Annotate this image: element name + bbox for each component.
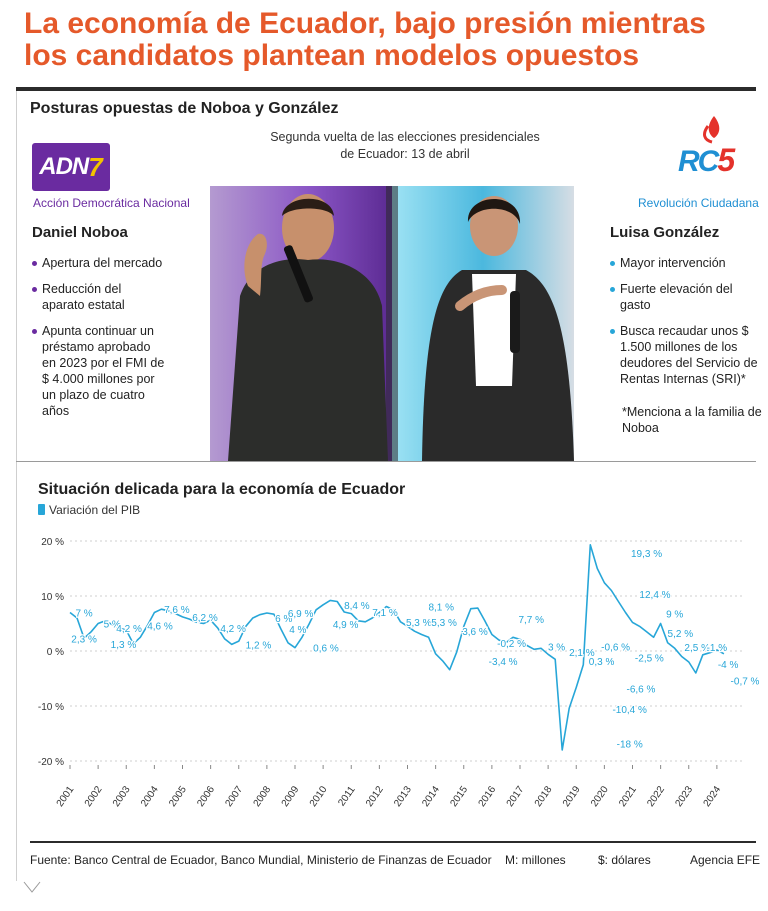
runoff-note-line1: Segunda vuelta de las elecciones presidenciales — [270, 130, 540, 144]
data-label: -10,4 % — [612, 704, 647, 716]
footnote-noboa-family: *Menciona a la familia de Noboa — [622, 405, 762, 435]
headline: La economía de Ecuador, bajo presión mientras los candidatos plantean modelos opuestos — [24, 7, 706, 72]
x-tick-label: 2010 — [307, 784, 330, 809]
adn-logo-text: ADN — [39, 153, 89, 180]
data-label: 6,9 % — [287, 609, 314, 621]
x-tick-label: 2009 — [279, 784, 302, 809]
noboa-point: Apertura del mercado — [32, 255, 166, 271]
data-label: -6,6 % — [626, 684, 656, 696]
x-tick-label: 2008 — [251, 784, 274, 809]
noboa-point: Reducción del aparato estatal — [32, 281, 166, 313]
data-label: 5,3 % — [431, 617, 457, 629]
data-label: 4,6 % — [147, 621, 173, 633]
runoff-note — [250, 129, 560, 163]
rc5-logo — [678, 112, 750, 194]
data-label: 4 % — [289, 625, 307, 636]
data-label: 8,4 % — [344, 600, 370, 612]
data-label: -18 % — [616, 739, 643, 751]
data-label: 0,3 % — [588, 656, 615, 668]
data-label: 5,3 % — [405, 617, 432, 629]
legend-label: Variación del PIB — [49, 503, 141, 517]
x-tick-label: 2011 — [336, 784, 358, 809]
x-tick-label: 2002 — [82, 784, 105, 809]
data-label: -4 % — [717, 660, 739, 672]
data-label: 2,1 % — [569, 648, 595, 660]
x-tick-label: 2001 — [54, 784, 77, 809]
x-tick-label: 2018 — [532, 784, 555, 809]
x-tick-label: 2023 — [673, 784, 696, 809]
data-label: 8,1 % — [428, 602, 455, 614]
footer-millions: M: millones — [505, 853, 566, 867]
x-tick-label: 2007 — [223, 784, 246, 809]
data-label: 2,3 % — [71, 634, 97, 646]
data-label: 3,6 % — [462, 627, 488, 639]
data-label: 1,2 % — [245, 640, 272, 652]
gonzalez-points — [610, 255, 760, 397]
data-label: 6 % — [275, 614, 293, 625]
data-label: 5,2 % — [667, 628, 694, 640]
x-tick-label: 2012 — [364, 784, 386, 809]
x-tick-label: 2022 — [645, 784, 668, 809]
x-tick-label: 2006 — [195, 784, 218, 809]
x-tick-label: 2004 — [139, 784, 161, 809]
corner-arrow-icon — [22, 880, 42, 900]
legend-swatch — [38, 504, 45, 515]
y-tick-label: 20 % — [41, 537, 64, 548]
gonzalez-point: Busca recaudar unos $ 1.500 millones de los deudores del Servicio de Rentas Internas (SRI)* — [610, 323, 760, 387]
adn-logo-accent: 7 — [88, 151, 103, 182]
data-label: 1,3 % — [110, 639, 137, 651]
footer-dollars: $: dólares — [598, 853, 651, 867]
y-tick-label: 10 % — [41, 592, 64, 603]
data-label: 4,9 % — [332, 620, 359, 632]
candidate-silhouettes-icon — [210, 186, 574, 461]
y-tick-label: -10 % — [37, 702, 64, 713]
x-tick-label: 2024 — [701, 784, 724, 809]
rc5-logo-text: RC — [678, 145, 718, 178]
data-label: 6,2 % — [192, 612, 218, 624]
chart-legend — [38, 503, 140, 517]
x-tick-label: 2016 — [476, 784, 499, 809]
gonzalez-point: Fuerte elevación del gasto — [610, 281, 760, 313]
noboa-point: Apunta continuar un préstamo aprobado en 2023 por el FMI de $ 4.000 millones por un plazo de cuatro años — [32, 323, 166, 419]
x-tick-label: 2021 — [617, 784, 639, 809]
data-label: 2,5 % — [684, 643, 710, 655]
data-label: 7,7 % — [518, 615, 545, 627]
section-divider — [16, 461, 756, 462]
gonzalez-point: Mayor intervención — [610, 255, 760, 271]
x-tick-label: 2003 — [110, 784, 133, 809]
x-tick-label: 2005 — [167, 784, 189, 809]
data-label: 19,3 % — [630, 549, 663, 561]
data-label: 12,4 % — [639, 589, 671, 601]
noboa-points — [32, 255, 166, 429]
x-tick-label: 2017 — [504, 784, 527, 809]
rc5-logo-accent: 5 — [717, 142, 736, 178]
data-label: 4,2 % — [220, 623, 246, 635]
y-tick-label: 0 % — [46, 647, 64, 658]
data-label: 4,2 % — [116, 623, 142, 635]
data-label: 7 % — [75, 608, 93, 620]
data-label: -0,7 % — [730, 676, 760, 688]
candidates-photo — [210, 186, 574, 461]
data-label: -2,5 % — [634, 653, 664, 665]
y-tick-label: -20 % — [37, 757, 64, 768]
data-label: -0,2 % — [497, 638, 527, 650]
bottom-rule — [30, 841, 756, 843]
data-label: 7,6 % — [164, 605, 190, 617]
party-name-adn: Acción Democrática Nacional — [33, 196, 190, 210]
data-label: -0,6 % — [601, 642, 631, 654]
party-name-rc: Revolución Ciudadana — [638, 196, 759, 210]
candidate-name-noboa: Daniel Noboa — [32, 224, 128, 241]
section-title-economy: Situación delicada para la economía de Ecuador — [38, 481, 406, 498]
data-label: 5 % — [103, 619, 121, 631]
x-tick-label: 2019 — [560, 784, 583, 809]
adn-logo — [32, 143, 110, 191]
footer-source: Fuente: Banco Central de Ecuador, Banco Mundial, Ministerio de Finanzas de Ecuador — [30, 853, 492, 867]
x-tick-label: 2013 — [392, 784, 414, 809]
x-tick-label: 2014 — [420, 784, 443, 809]
footer-agency: Agencia EFE — [690, 853, 761, 867]
data-label: 3 % — [547, 642, 566, 654]
data-label: -1 % — [706, 643, 728, 655]
x-tick-label: 2020 — [589, 784, 611, 809]
candidate-name-gonzalez: Luisa González — [610, 224, 720, 241]
data-label: -3,4 % — [488, 656, 518, 668]
data-label: 0,6 % — [313, 643, 339, 655]
data-label: 9 % — [666, 609, 684, 621]
x-tick-label: 2015 — [448, 784, 471, 809]
runoff-note-line2: de Ecuador: 13 de abril — [340, 147, 470, 161]
gdp-line-chart — [0, 525, 768, 825]
data-label: 7,1 % — [372, 607, 398, 619]
section-title-postures: Posturas opuestas de Noboa y González — [30, 100, 339, 117]
